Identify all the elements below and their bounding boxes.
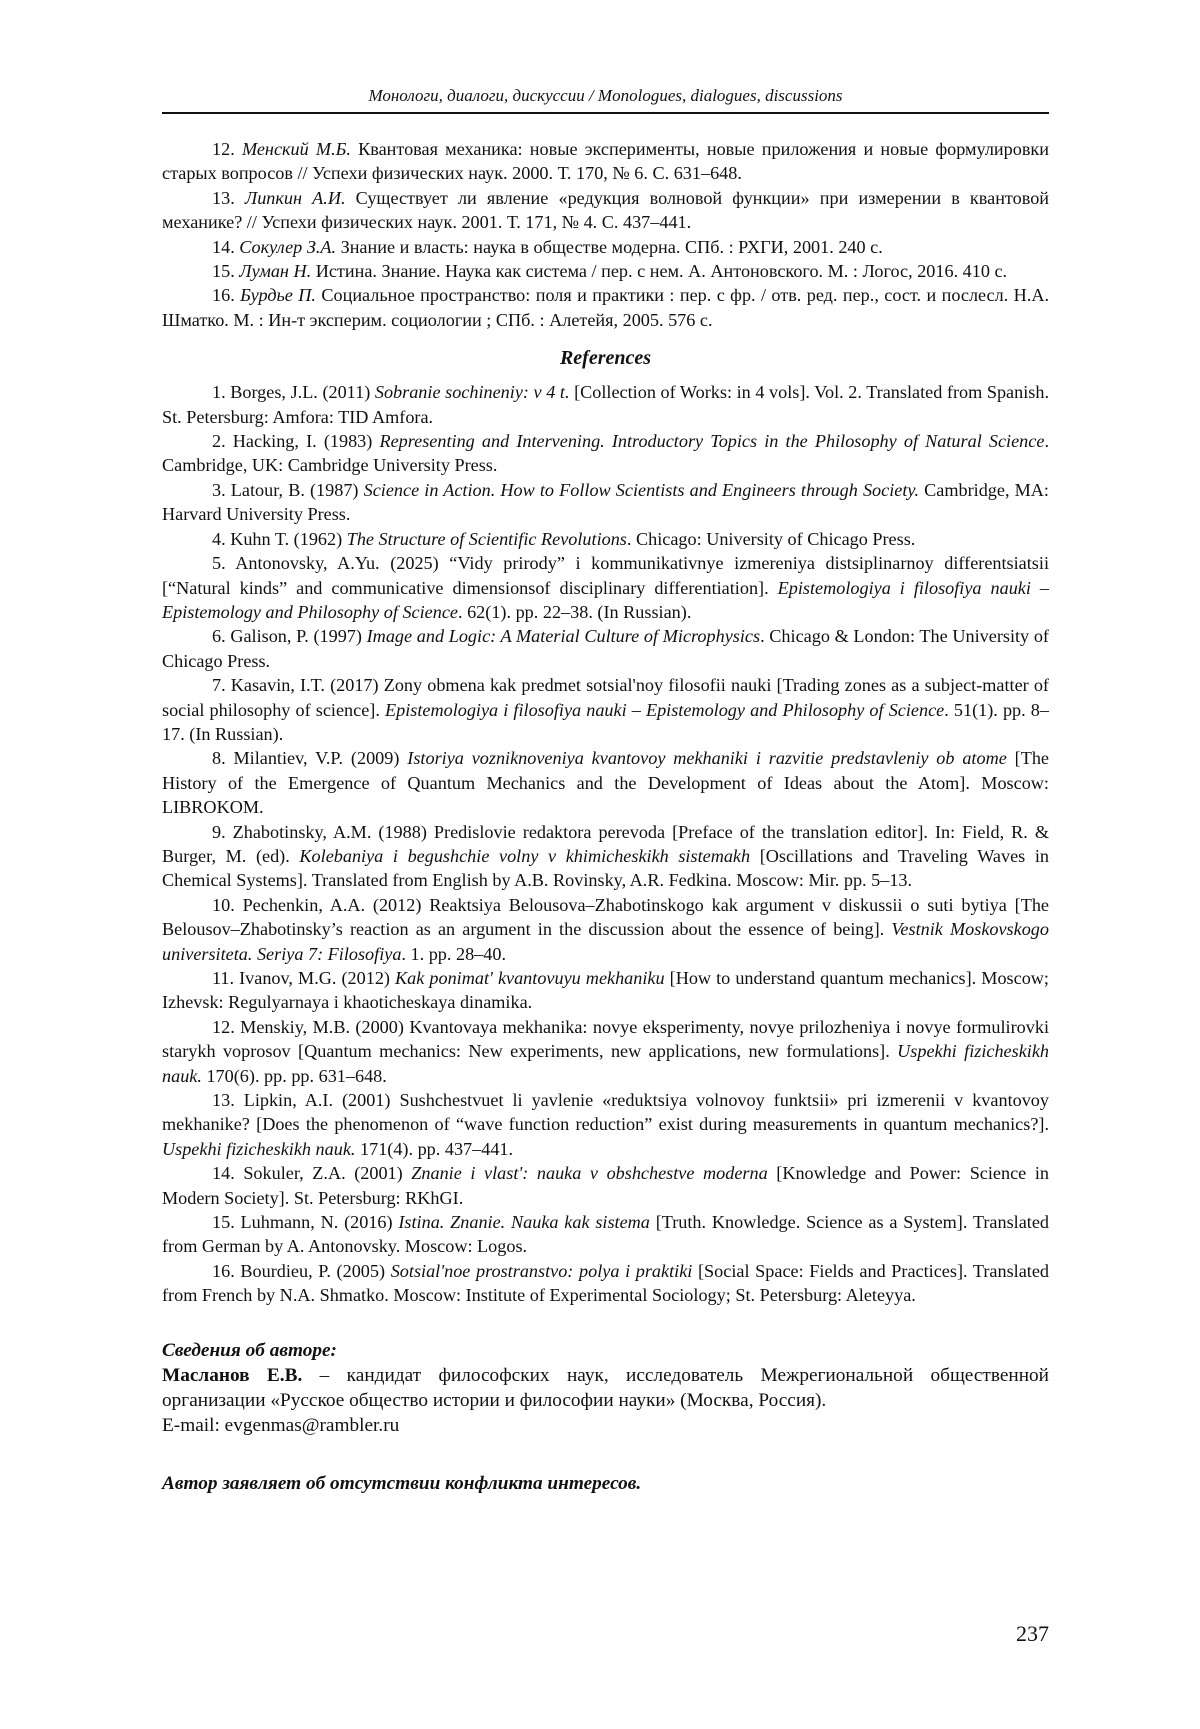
ref-text: 170(6). pp. pp. 631–648. — [201, 1065, 387, 1086]
ref-text: 6. Galison, P. (1997) — [212, 626, 367, 647]
russian-reference-item — [162, 283, 1049, 332]
ref-text: 16. Bourdieu, P. (2005) — [212, 1260, 391, 1281]
ref-text: 9. Zhabotinsky, A.M. (1988) Predislovie redaktora perevoda [Preface of the translation editor]. In: Field, R. & Burger, M. (ed). — [162, 821, 1049, 866]
ref-text: . 51(1). pp. 8–17. (In Russian). — [162, 699, 1049, 744]
page-body — [162, 137, 1049, 1496]
ref-text: 13. Lipkin, A.I. (2001) Sushchestvuet li yavlenie «reduktsiya volnovoy funktsii» pri izmerenii v kvantovoy mekhanike? [Does the phenomenon of “wave function reduction” exist during measurements in quantum mechanics?]. — [162, 1090, 1049, 1135]
ref-text: [Collection of Works: in 4 vols]. Vol. 2. Translated from Spanish. St. Petersburg: Amfora: TID Amfora. — [162, 382, 1049, 427]
russian-reference-item — [162, 235, 1049, 259]
ref-text: 12. — [212, 139, 242, 159]
russian-reference-list — [162, 137, 1049, 332]
ref-text: 15. — [212, 261, 240, 282]
ref-title: Image and Logic: A Material Culture of Microphysics — [366, 626, 761, 647]
reference-item — [162, 527, 1049, 551]
author-info-heading: Сведения об авторе: — [162, 1339, 337, 1361]
ref-text: 171(4). pp. 437–441. — [355, 1138, 514, 1159]
ref-text: 4. Kuhn T. (1962) — [212, 528, 347, 549]
ref-text: 15. Luhmann, N. (2016) — [212, 1212, 399, 1233]
ref-text: 1. Borges, J.L. (2011) — [212, 382, 375, 403]
ref-text: 14. — [212, 236, 240, 257]
references-heading: References — [559, 347, 652, 370]
conflict-of-interest-statement: Автор заявляет об отсутствии конфликта интересов. — [162, 1472, 642, 1494]
ref-text: . 62(1). pp. 22–38. (In Russian). — [457, 601, 692, 622]
ref-author: Липкин А.И. — [244, 187, 346, 208]
ref-text: [Knowledge and Power: Science in Modern Society]. St. Petersburg: RKhGI. — [162, 1163, 1049, 1208]
ref-text: [Social Space: Fields and Practices]. Translated from French by N.A. Shmatko. Moscow: Institute of Experimental Sociology; St. Petersburg: Aleteyya. — [162, 1260, 1049, 1306]
russian-reference-item — [162, 137, 1049, 186]
ref-text: 8. Milantiev, V.P. (2009) — [212, 748, 408, 769]
ref-text: . Cambridge, UK: Cambridge University Press. — [162, 431, 1049, 476]
author-email: E-mail: evgenmas@rambler.ru — [162, 1414, 400, 1436]
ref-title: Representing and Intervening. Introductory Topics in the Philosophy of Natural Science — [379, 431, 1045, 452]
reference-item — [162, 1259, 1049, 1308]
ref-text: 13. — [212, 187, 245, 208]
ref-text: [How to understand quantum mechanics]. Moscow; Izhevsk: Regulyarnaya i khaoticheskaya dinamika. — [162, 968, 1049, 1013]
ref-title: Znanie i vlast': nauka v obshchestve moderna — [411, 1163, 768, 1184]
ref-text: Cambridge, MA: Harvard University Press. — [162, 479, 1049, 525]
ref-text: 2. Hacking, I. (1983) — [212, 431, 380, 452]
reference-item — [162, 624, 1049, 673]
ref-text: Существует ли явление «редукция волновой функции» при измерении в квантовой механике? // Успехи физических наук. 2001. Т. 171, № 4. С. 437–441. — [162, 187, 1050, 233]
ref-author: Сокулер З.А. — [239, 236, 337, 257]
author-name: Масланов Е.В. — [162, 1364, 303, 1386]
russian-reference-item — [162, 186, 1049, 235]
ref-title: Uspekhi fizicheskikh nauk. — [162, 1041, 1049, 1086]
ref-text: 10. Pechenkin, A.A. (2012) Reaktsiya Belousova–Zhabotinskogo kak argument v diskussii o suti bytiya [The Belousov–Zhabotinsky’s reaction as an argument in the discussion about the essence of being]. — [162, 894, 1049, 940]
reference-item — [162, 1210, 1049, 1259]
reference-item — [162, 551, 1049, 624]
ref-text: 14. Sokuler, Z.A. (2001) — [212, 1163, 412, 1184]
ref-title: Epistemologiya i filosofiya nauki – Epistemology and Philosophy of Science — [162, 577, 1049, 622]
ref-text: 5. Antonovsky, A.Yu. (2025) “Vidy prirody” i kommunikativnye izmereniya distsiplinarnoy differentsiatsii [“Natural kinds” and communicative dimensionsof disciplinary differentiation]. — [162, 553, 1049, 598]
ref-title: Istina. Znanie. Nauka kak sistema — [398, 1212, 650, 1233]
ref-title: Kak ponimat' kvantovuyu mekhaniku — [395, 968, 665, 988]
reference-item — [162, 966, 1049, 1015]
page-number: 237 — [1016, 1621, 1049, 1646]
ref-title: Kolebaniya i begushchie volny v khimicheskikh sistemakh — [299, 845, 751, 866]
reference-item — [162, 746, 1049, 819]
reference-item — [162, 893, 1049, 966]
ref-title: Istoriya vozniknoveniya kvantovoy mekhaniki i razvitie predstavleniy ob atome — [407, 748, 1007, 769]
ref-text: 11. Ivanov, M.G. (2012) — [212, 968, 396, 988]
ref-text: Социальное пространство: поля и практики : пер. с фр. / отв. ред. пер., сост. и послесл. Н.А. Шматко. М. : Ин-т эксперим. социологии ; СПб. : Алетейя, 2005. 576 с. — [162, 285, 1050, 330]
ref-title: Vestnik Moskovskogo universiteta. Seriya 7: Filosofiya — [162, 919, 1049, 964]
ref-text: [Oscillations and Traveling Waves in Chemical Systems]. Translated from English by A.B. Rovinsky, A.R. Fedkina. Moscow: Mir. pp. 5–13. — [162, 845, 1049, 891]
reference-item — [162, 1015, 1049, 1088]
ref-title: Science in Action. How to Follow Scientists and Engineers through Society. — [363, 479, 920, 500]
ref-text: 3. Latour, B. (1987) — [212, 479, 364, 500]
reference-item — [162, 820, 1049, 893]
author-description — [162, 1363, 1049, 1413]
ref-text: Квантовая механика: новые эксперименты, новые приложения и новые формулировки старых вопросов // Успехи физических наук. 2000. Т. 170, № 6. С. 631–648. — [162, 139, 1049, 184]
russian-reference-item — [162, 259, 1049, 283]
reference-item — [162, 380, 1049, 429]
ref-text: . Chicago: University of Chicago Press. — [626, 528, 916, 549]
ref-author: Менский М.Б. — [241, 139, 351, 159]
ref-text: 12. Menskiy, M.B. (2000) Kvantovaya mekhanika: novye eksperimenty, novye prilozheniya i novye formulirovki starykh voprosov [Quantum mechanics: New experiments, new applications, new formulations]. — [162, 1016, 1049, 1062]
reference-item — [162, 429, 1049, 478]
ref-text: Знание и власть: наука в обществе модерна. СПб. : РХГИ, 2001. 240 с. — [336, 236, 883, 257]
ref-title: The Structure of Scientific Revolutions — [346, 528, 627, 549]
running-header: Монологи, диалоги, дискуссии / Monologues, dialogues, discussions — [368, 86, 843, 105]
author-affiliation: – кандидат философских наук, исследователь Межрегиональной общественной организации «Русское общество истории и философии науки» (Москва, Россия). — [162, 1364, 1049, 1411]
ref-title: Epistemologiya i filosofiya nauki – Epistemology and Philosophy of Science — [385, 699, 945, 720]
reference-item — [162, 1088, 1049, 1161]
ref-text: Истина. Знание. Наука как система / пер. с нем. А. Антоновского. М. : Логос, 2016. 410 с. — [311, 261, 1008, 282]
ref-title: Uspekhi fizicheskikh nauk. — [162, 1138, 356, 1159]
header-rule — [162, 112, 1049, 114]
ref-title: Sobranie sochineniy: v 4 t. — [374, 382, 570, 403]
ref-author: Луман Н. — [239, 261, 312, 282]
ref-text: 16. — [212, 285, 241, 306]
reference-item — [162, 1161, 1049, 1210]
ref-text: . Chicago & London: The University of Chicago Press. — [162, 626, 1049, 671]
author-info — [162, 1338, 1049, 1438]
references-list — [162, 380, 1049, 1307]
ref-text: . 1. pp. 28–40. — [401, 943, 506, 964]
ref-text: [The History of the Emergence of Quantum Mechanics and the Development of Ideas about the Atom]. Moscow: LIBROKOM. — [162, 748, 1049, 818]
reference-item — [162, 673, 1049, 746]
ref-author: Бурдье П. — [240, 285, 316, 306]
ref-text: 7. Kasavin, I.T. (2017) Zony obmena kak predmet sotsial'noy filosofii nauki [Trading zones as a subject-matter of social philosophy of science]. — [162, 675, 1049, 720]
ref-title: Sotsial'noe prostranstvo: polya i praktiki — [390, 1260, 693, 1281]
ref-text: [Truth. Knowledge. Science as a System]. Translated from German by A. Antonovsky. Moscow: Logos. — [162, 1212, 1049, 1257]
reference-item — [162, 478, 1049, 527]
